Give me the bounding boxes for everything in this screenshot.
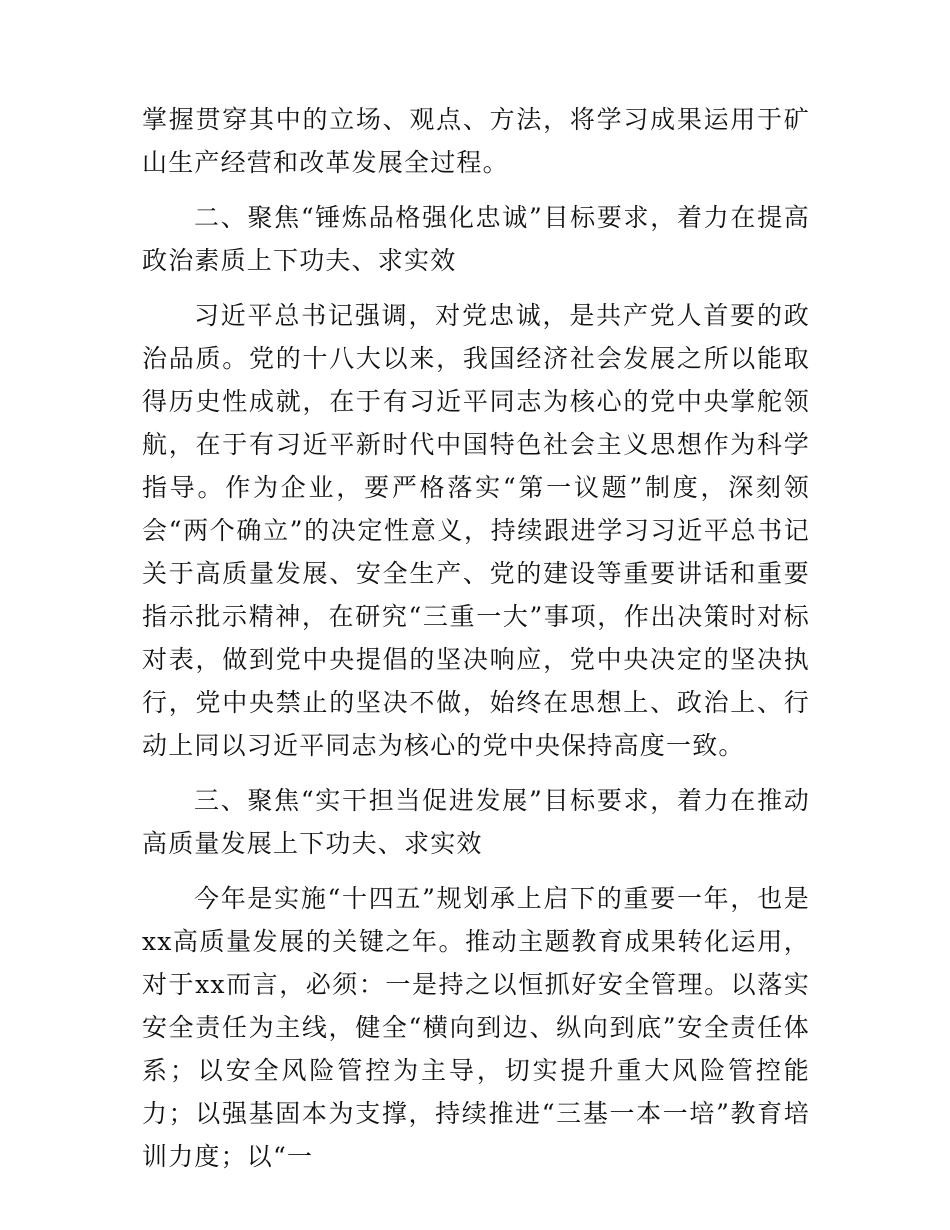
document-body (142, 98, 810, 1190)
section-heading-two: 二、聚焦“锤炼品格强化忠诚”目标要求，着力在提高政治素质上下功夫、求实效 (142, 203, 810, 275)
paragraph-development: 今年是实施“十四五”规划承上启下的重要一年，也是xx高质量发展的关键之年。推动主题教育成果转化运用，对于xx而言，必须：一是持之以恒抓好安全管理。以落实安全责任为主线，健全“横向到边、纵向到底”安全责任体系；以安全风险管控为主导，切实提升重大风险管控能力；以强基固本为支撑，持续推进“三基一本一培”教育培训力度；以“一 (142, 884, 810, 1171)
section-heading-three: 三、聚焦“实干担当促进发展”目标要求，着力在推动高质量发展上下功夫、求实效 (142, 786, 810, 858)
paragraph-loyalty: 习近平总书记强调，对党忠诚，是共产党人首要的政治品质。党的十八大以来，我国经济社会发展之所以能取得历史性成就，在于有习近平同志为核心的党中央掌舵领航，在于有习近平新时代中国特色社会主义思想作为科学指导。作为企业，要严格落实“第一议题”制度，深刻领会“两个确立”的决定性意义，持续跟进学习习近平总书记关于高质量发展、安全生产、党的建设等重要讲话和重要指示批示精神，在研究“三重一大”事项，作出决策时对标对表，做到党中央提倡的坚决响应，党中央决定的坚决执行，党中央禁止的坚决不做，始终在思想上、政治上、行动上同以习近平同志为核心的党中央保持高度一致。 (142, 301, 810, 760)
paragraph-continuation: 掌握贯穿其中的立场、观点、方法，将学习成果运用于矿山生产经营和改革发展全过程。 (142, 105, 810, 177)
